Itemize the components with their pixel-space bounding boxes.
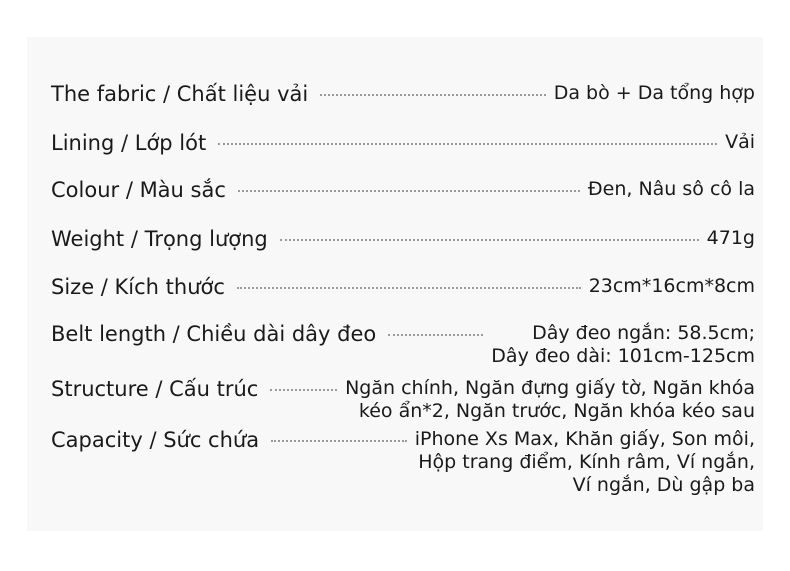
spec-row-structure [51,377,755,423]
spec-label: Capacity / Sức chứa [51,428,260,452]
dotted-leader [320,94,546,96]
spec-value-line: 471g [706,227,755,249]
spec-label: Weight / Trọng lượng [51,227,268,251]
spec-value [491,322,755,368]
dotted-leader [388,334,483,336]
spec-value-line: Ví ngắn, Dù gập ba [572,474,755,496]
spec-row-belt-length [51,322,755,368]
spec-row-lining [51,131,755,155]
spec-value [415,428,755,497]
spec-label: Lining / Lớp lót [51,131,207,155]
spec-value [588,178,755,201]
spec-value-line: Da bò + Da tổng hợp [553,82,755,104]
dotted-leader [271,440,407,442]
spec-panel [27,37,763,531]
spec-label: The fabric / Chất liệu vải [51,82,309,106]
spec-value-line: 23cm*16cm*8cm [588,275,755,297]
spec-row-fabric [51,82,755,106]
spec-label: Colour / Màu sắc [51,178,226,202]
dotted-leader [270,389,337,391]
spec-label: Size / Kích thước [51,275,225,299]
dotted-leader [280,239,699,241]
spec-row-colour [51,178,755,202]
spec-value [345,377,755,423]
spec-value [725,131,755,154]
spec-value-line: Vải [725,131,755,153]
spec-value-line: iPhone Xs Max, Khăn giấy, Son môi, [414,428,755,450]
spec-value [554,82,755,105]
spec-value-line: Dây đeo dài: 101cm-125cm [491,345,755,367]
spec-row-weight [51,227,755,251]
dotted-leader [218,143,717,145]
dotted-leader [237,287,581,289]
spec-row-capacity [51,428,755,497]
spec-value-line: Đen, Nâu sô cô la [587,178,755,200]
spec-value [707,227,755,250]
spec-label: Structure / Cấu trúc [51,377,259,401]
dotted-leader [238,190,580,192]
spec-value-line: Dây đeo ngắn: 58.5cm; [532,322,755,344]
spec-row-size [51,275,755,299]
spec-value-line: kéo ẩn*2, Ngăn trước, Ngăn khóa kéo sau [358,400,755,422]
spec-value-line: Hộp trang điểm, Kính râm, Ví ngắn, [418,451,755,473]
spec-label: Belt length / Chiều dài dây đeo [51,322,377,346]
spec-value-line: Ngăn chính, Ngăn đựng giấy tờ, Ngăn khóa [345,377,755,399]
spec-value [589,275,755,298]
